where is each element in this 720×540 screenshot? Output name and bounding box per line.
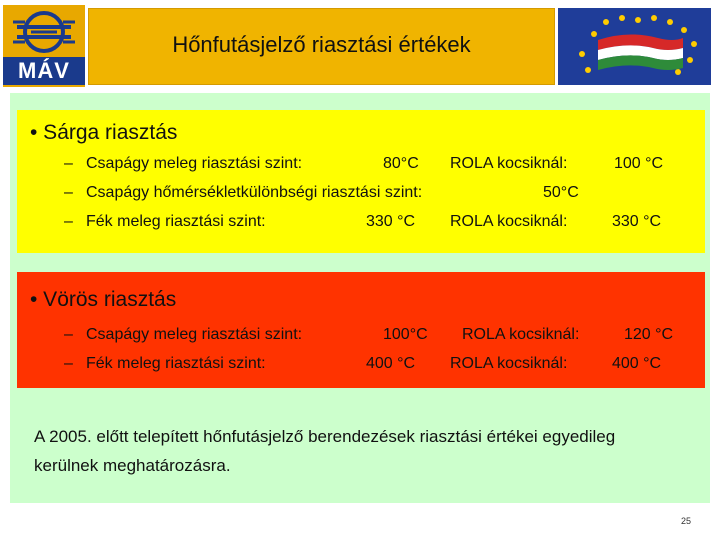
rola-label: ROLA kocsiknál: <box>450 213 568 230</box>
footnote: A 2005. előtt telepített hőnfutásjelző berendezések riasztási értékei egyedileg kerülnek meghatározásra. <box>34 427 616 475</box>
rola-value: 400 °C <box>612 355 662 372</box>
row-label: Fék meleg riasztási szint: <box>86 355 266 372</box>
mav-emblem-icon <box>11 11 77 53</box>
eu-hungary-flag-icon <box>558 8 711 85</box>
rola-label: ROLA kocsiknál: <box>450 155 568 172</box>
row-label: Fék meleg riasztási szint: <box>86 213 266 230</box>
page-title: Hőnfutásjelző riasztási értékek <box>172 32 471 57</box>
yellow-alarm-heading: • Sárga riasztás <box>30 121 178 144</box>
page-number: 25 <box>680 516 691 526</box>
row-value: 50°C <box>543 184 579 201</box>
title-bar <box>88 8 555 85</box>
rola-value: 120 °C <box>624 326 674 343</box>
rola-label: ROLA kocsiknál: <box>450 355 568 372</box>
rola-value: 330 °C <box>612 213 662 230</box>
red-alarm-heading: • Vörös riasztás <box>30 288 177 311</box>
row-label: Csapágy hőmérsékletkülönbségi riasztási szint: <box>86 184 423 201</box>
row-value: 80°C <box>383 155 419 172</box>
row-dash: – <box>64 155 73 172</box>
row-dash: – <box>64 355 73 372</box>
rola-label: ROLA kocsiknál: <box>462 326 580 343</box>
row-dash: – <box>64 213 73 230</box>
rola-value: 100 °C <box>614 155 664 172</box>
row-label: Csapágy meleg riasztási szint: <box>86 155 303 172</box>
mav-logo <box>3 5 85 87</box>
mav-logo-text: MÁV <box>3 57 85 85</box>
row-value: 330 °C <box>366 213 416 230</box>
row-dash: – <box>64 326 73 343</box>
row-label: Csapágy meleg riasztási szint: <box>86 326 303 343</box>
row-value: 400 °C <box>366 355 416 372</box>
row-value: 100°C <box>383 326 428 343</box>
row-dash: – <box>64 184 73 201</box>
